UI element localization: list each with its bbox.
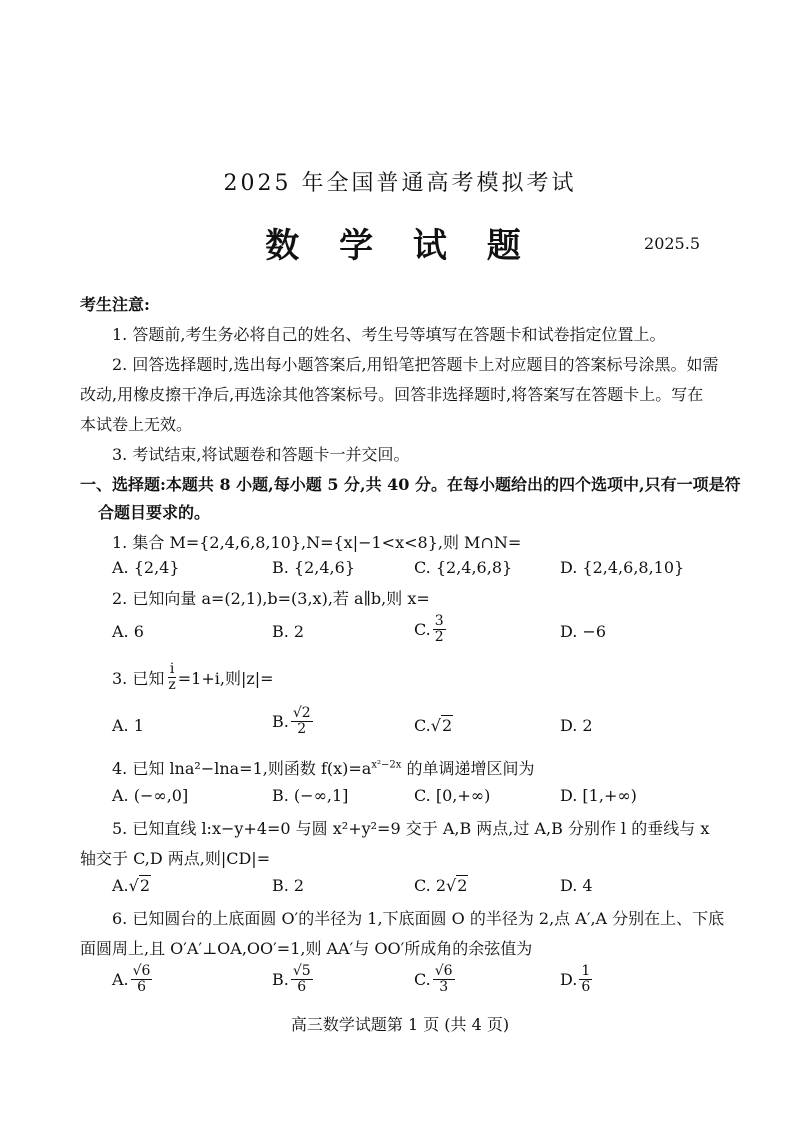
question-6-stem-line-1: 6. 已知圆台的上底面圆 O′的半径为 1,下底面圆 O 的半径为 2,点 A′,A 分别在上、下底 [112,909,725,928]
exam-name: 2025 年全国普通高考模拟考试 [223,171,577,196]
question-1-option-a: A. {2,4} [112,558,180,577]
question-4-option-a: A. (−∞,0] [112,786,189,805]
notice-item-2-line-3: 本试卷上无效。 [80,415,193,434]
question-4-option-c: C. [0,+∞) [414,786,491,805]
question-6-option-c [414,964,455,994]
notice-item-3: 3. 考试结束,将试题卷和答题卡一并交回。 [112,445,410,464]
exam-date: 2025.5 [644,234,700,253]
question-4-stem-prefix: 4. 已知 lna²−lna=1,则函数 f(x)=a [112,759,372,778]
fraction-numerator: √5 [292,963,311,979]
fraction-denominator: 2 [434,628,444,645]
question-2-options [112,614,732,654]
question-2-option-c-label: C. [414,619,431,639]
fraction-denominator: 6 [137,978,147,995]
radicand: 2 [139,876,151,895]
question-1-option-c: C. {2,4,6,8} [414,558,513,577]
fraction-denominator: 6 [581,978,591,995]
question-6-option-a [112,964,152,994]
question-4-option-d: D. [1,+∞) [560,786,637,805]
question-1-stem: 1. 集合 M={2,4,6,8,10},N={x|−1<x<8},则 M∩N= [112,533,522,552]
question-3-option-c [414,716,453,735]
question-3-option-b [272,706,313,736]
question-5-option-c [414,876,468,895]
question-5-option-a-label: A. [112,876,129,895]
question-3-stem [112,662,274,692]
question-4-option-b: B. (−∞,1] [272,786,349,805]
fraction [433,964,455,994]
question-5-option-a [112,876,151,895]
question-6-stem-line-2: 面圆周上,且 O′A′⊥OA,OO′=1,则 AA′与 OO′所成角的余弦值为 [80,939,533,958]
fraction [579,964,592,994]
question-3-option-d: D. 2 [560,716,593,735]
question-2-stem: 2. 已知向量 a=(2,1),b=(3,x),若 a∥b,则 x= [112,589,430,608]
notice-item-2-line-1: 2. 回答选择题时,选出每小题答案后,用铅笔把答题卡上对应题目的答案标号涂黑。如需 [112,355,719,374]
square-root: √2 [430,716,453,735]
square-root: √2 [446,876,468,895]
fraction [291,706,313,736]
question-3-option-c-label: C. [414,716,431,735]
fraction-numerator: 1 [581,963,591,979]
fraction [166,662,177,692]
question-6-option-d-label: D. [560,969,578,989]
fraction-numerator: √2 [292,705,311,721]
question-1-option-b: B. {2,4,6} [272,558,355,577]
fraction-numerator: √6 [434,963,453,979]
question-6-options [112,964,732,1004]
question-2-option-b: B. 2 [272,622,305,641]
question-4-stem-suffix: 的单调递增区间为 [401,759,535,778]
question-6-option-d [560,964,592,994]
page-footer: 高三数学试题第 1 页 (共 4 页) [290,1015,510,1034]
question-5-option-c-label: C. 2 [414,876,447,895]
exponent: x²−2x [371,759,402,771]
question-4-stem [112,756,534,779]
radicand: 2 [441,716,453,735]
question-3-stem-prefix: 3. 已知 [112,668,165,688]
notice-item-2-line-2: 改动,用橡皮擦干净后,再选涂其他答案标号。回答非选择题时,将答案写在答题卡上。写在 [80,385,704,404]
fraction-denominator: z [168,676,176,693]
question-2-option-c [414,614,446,644]
question-5-stem-line-2: 轴交于 C,D 两点,则|CD|= [80,849,271,868]
section-heading-line-1: 一、选择题:本题共 8 小题,每小题 5 分,共 40 分。在每小题给出的四个选项中,只有一项是符 [80,475,741,494]
section-heading-line-2: 合题目要求的。 [98,503,211,522]
question-3-option-a: A. 1 [112,716,144,735]
fraction [131,964,153,994]
question-5-option-d: D. 4 [560,876,593,895]
square-root: √2 [128,876,151,895]
subject-title: 数 学 试 题 [265,226,535,266]
question-6-option-c-label: C. [414,969,431,989]
question-1-option-d: D. {2,4,6,8,10} [560,558,685,577]
question-6-option-b [272,964,313,994]
fraction-numerator: 3 [434,613,444,629]
fraction [291,964,313,994]
question-3-option-b-label: B. [272,711,289,731]
notice-heading: 考生注意: [80,295,150,314]
notice-item-1: 1. 答题前,考生务必将自己的姓名、考生号等填写在答题卡和试卷指定位置上。 [112,325,666,344]
question-5-option-b: B. 2 [272,876,305,895]
question-6-option-a-label: A. [112,969,129,989]
question-3-options [112,706,732,746]
question-3-stem-suffix: =1+i,则|z|= [177,668,274,688]
question-5-stem-line-1: 5. 已知直线 l:x−y+4=0 与圆 x²+y²=9 交于 A,B 两点,过 A,B 分别作 l 的垂线与 x [112,819,710,838]
fraction-denominator: 6 [297,978,307,995]
fraction-denominator: 2 [297,720,307,737]
question-6-option-b-label: B. [272,969,289,989]
fraction [433,614,446,644]
fraction-denominator: 3 [439,978,449,995]
question-2-option-a: A. 6 [112,622,144,641]
fraction-numerator: i [169,661,175,677]
question-2-option-d: D. −6 [560,622,607,641]
fraction-numerator: √6 [132,963,151,979]
radicand: 2 [457,876,468,895]
